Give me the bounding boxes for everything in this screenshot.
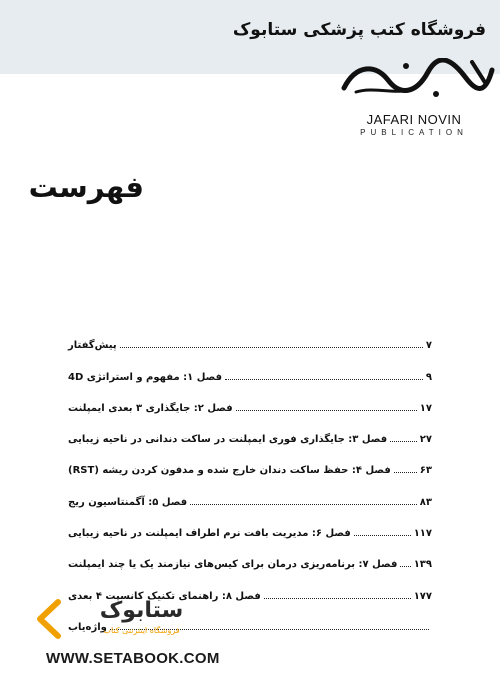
- site-url[interactable]: WWW.SETABOOK.COM: [46, 650, 220, 667]
- setabook-logo[interactable]: [34, 598, 214, 640]
- toc-title: فصل ۶: مدیریت بافت نرم اطراف ایمپلنت در ناحیه زیبایی: [68, 528, 351, 540]
- toc-row[interactable]: [68, 417, 432, 448]
- toc-title: فصل ۵: آگمنتاسیون ریج: [68, 496, 188, 508]
- toc-leader-dots: [190, 504, 417, 505]
- toc-leader-dots: [390, 441, 417, 442]
- toc-title: فصل ۷: برنامه‌ریزی درمان برای کیس‌های نیازمند یک یا چند ایمپلنت: [68, 559, 398, 571]
- table-of-contents: [68, 323, 432, 636]
- toc-title: فصل ۳: جایگذاری فوری ایمپلنت در ساکت دندانی در ناحیه زیبایی: [68, 434, 388, 446]
- toc-title: پیش‌گفتار: [68, 340, 117, 352]
- store-title: فروشگاه کتب پزشکی ستابوک: [232, 20, 486, 40]
- toc-title: فصل ۲: جایگذاری ۳ بعدی ایمپلنت: [68, 402, 233, 414]
- toc-page-number: ۲۷: [419, 434, 432, 446]
- toc-row[interactable]: [68, 511, 432, 542]
- toc-row[interactable]: [68, 479, 432, 510]
- toc-leader-dots: [236, 410, 417, 411]
- toc-page-number: ۹: [425, 371, 432, 383]
- toc-page-number: ۱۱۷: [413, 528, 432, 540]
- toc-row[interactable]: [68, 354, 432, 385]
- toc-leader-dots: [264, 598, 411, 599]
- toc-title: فصل ۴: حفظ ساکت دندان خارج شده و مدفون کردن ریشه (RST): [68, 465, 391, 477]
- toc-row[interactable]: [68, 448, 432, 479]
- setabook-tagline: فروشگاه اینترنتی کتاب: [103, 626, 180, 635]
- toc-page-number: ۱۷۷: [413, 590, 432, 602]
- publisher-subtitle: PUBLICATION: [360, 128, 468, 137]
- toc-leader-dots: [400, 566, 410, 567]
- toc-row[interactable]: [68, 386, 432, 417]
- toc-row[interactable]: [68, 542, 432, 573]
- setabook-brand-name: ستابوک: [99, 598, 184, 623]
- toc-page-number: ۷: [425, 340, 432, 352]
- toc-title: فصل ۱: مفهوم و استراتژی 4D: [68, 371, 223, 383]
- toc-page-number: ۸۳: [419, 496, 432, 508]
- toc-leader-dots: [120, 347, 423, 348]
- toc-title: فصل ۸: راهنمای تکنیک کانسپت ۴ بعدی: [68, 590, 261, 602]
- publisher-name: JAFARI NOVIN: [366, 112, 462, 127]
- page-title: فهرست: [28, 170, 144, 204]
- publisher-logo-icon: [336, 58, 496, 98]
- toc-leader-dots: [354, 535, 411, 536]
- toc-page-number: ۱۷: [419, 402, 432, 414]
- toc-page-number: ۶۳: [419, 465, 432, 477]
- toc-title: واژه‌یاب: [68, 621, 107, 633]
- toc-row[interactable]: [68, 323, 432, 354]
- toc-leader-dots: [394, 472, 417, 473]
- toc-leader-dots: [225, 379, 423, 380]
- chevron-left-icon: [34, 598, 62, 640]
- toc-page-number: ۱۳۹: [413, 559, 432, 571]
